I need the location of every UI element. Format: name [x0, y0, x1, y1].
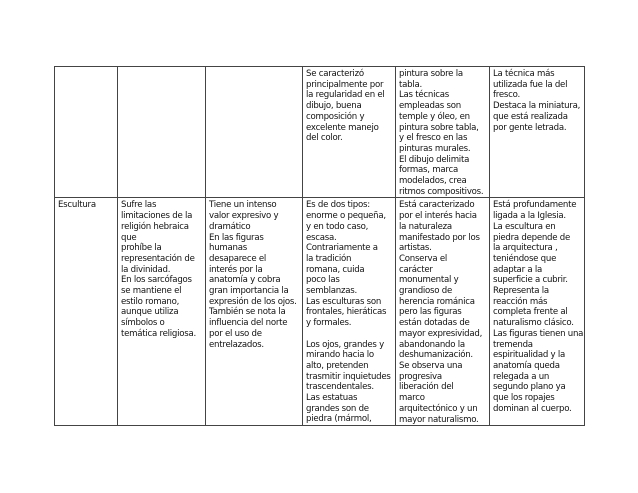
- cell-text-line: por el interés hacia: [399, 211, 477, 222]
- cell-text-line: del color.: [306, 133, 343, 144]
- cell-text-line: Es de dos tipos:: [306, 200, 370, 211]
- cell-text-line: pintura sobre tabla,: [399, 122, 479, 133]
- cell-text-line: enorme o pequeña,: [306, 211, 386, 222]
- cell-text-line: trascendentales.: [306, 382, 374, 393]
- cell-text-line: limitaciones de la: [121, 211, 193, 222]
- cell-text-line: y el fresco en las: [399, 133, 468, 144]
- cell-text-line: interés por la: [209, 264, 263, 275]
- cell-text-line: Contrariamente a: [306, 243, 378, 254]
- cell-text-line: mayor naturalismo.: [399, 414, 479, 425]
- cell-text-line: valor expresivo y: [209, 211, 279, 222]
- cell-text-line: ligada a la Iglesia.: [493, 211, 566, 222]
- cell-text-line: Las técnicas: [399, 90, 449, 101]
- cell-text-line: grandes son de: [306, 403, 369, 414]
- cell-text-line: marco: [399, 393, 425, 404]
- table-cell: [490, 198, 585, 426]
- cell-text-line: y formales.: [306, 318, 352, 329]
- cell-text-line: utilizada fue la del: [493, 79, 568, 90]
- cell-text-line: humanas: [209, 243, 247, 254]
- cell-text-line: abandonando la: [399, 339, 465, 350]
- cell-text-line: influencia del norte: [209, 318, 288, 329]
- cell-text-line: piedra (mármol,: [306, 414, 372, 425]
- cell-text-line: manifestado por los: [399, 232, 480, 243]
- cell-text-line: están dotadas de: [399, 318, 470, 329]
- cell-text-line: tremenda: [493, 339, 533, 350]
- cell-text-line: progresiva: [399, 371, 442, 382]
- table-cell: [490, 67, 585, 198]
- cell-text-line: deshumanización.: [399, 350, 473, 361]
- cell-text-line: Las figuras tienen una: [493, 328, 584, 339]
- cell-text-line: y en todo caso,: [306, 221, 369, 232]
- cell-text-line: la regularidad en el: [306, 90, 385, 101]
- cell-text-line: prohíbe la: [121, 243, 162, 254]
- cell-text-line: composición y: [306, 111, 365, 122]
- cell-text-line: fresco.: [493, 90, 520, 101]
- cell-text-line: aunque utiliza: [121, 307, 179, 318]
- table-cell: [303, 198, 396, 426]
- cell-text-line: reacción más: [493, 296, 548, 307]
- cell-text-line: mirando hacia lo: [306, 350, 374, 361]
- cell-text-line: espiritualidad y la: [493, 350, 566, 361]
- cell-text-line: artistas.: [399, 243, 432, 254]
- cell-text-line: religión hebraica: [121, 221, 189, 232]
- cell-text-line: arquitectónico y un: [399, 403, 478, 414]
- cell-text-line: Los ojos, grandes y: [306, 339, 384, 350]
- cell-text-line: la naturaleza: [399, 221, 452, 232]
- cell-text-line: Tiene un intenso: [209, 200, 277, 211]
- cell-text-line: expresión de los ojos.: [209, 296, 297, 307]
- cell-text-line: monumental y: [399, 275, 459, 286]
- cell-text-line: Conserva el: [399, 253, 448, 264]
- cell-text-line: mayor expresividad,: [399, 328, 483, 339]
- cell-text-line: tabla.: [399, 79, 422, 90]
- cell-text-line: pero las figuras: [399, 307, 462, 318]
- cell-text-line: carácter: [399, 264, 433, 275]
- cell-text-line: frontales, hieráticas: [306, 307, 387, 318]
- cell-text-line: ritmos compositivos.: [399, 186, 484, 197]
- cell-text-line: herencia románica: [399, 296, 475, 307]
- cell-text-line: excelente manejo: [306, 122, 379, 133]
- cell-text-line: teniéndose que: [493, 253, 557, 264]
- cell-text-line: Destaca la miniatura,: [493, 101, 581, 112]
- cell-text-line: En los sarcófagos: [121, 275, 192, 286]
- cell-text-line: Las estatuas: [306, 393, 358, 404]
- cell-text-line: completa frente al: [493, 307, 568, 318]
- cell-text-line: naturalismo clásico.: [493, 318, 574, 329]
- cell-text-line: modelados, crea: [399, 176, 467, 187]
- cell-text-line: gran importancia la: [209, 286, 289, 297]
- table-row-pintura-continued: [55, 67, 585, 198]
- table-cell: [206, 67, 303, 198]
- cell-text-line: Sufre las: [121, 200, 157, 211]
- table-cell: [118, 67, 206, 198]
- comparison-table: [54, 66, 585, 426]
- cell-text-line: liberación del: [399, 382, 454, 393]
- cell-text-line: estilo romano,: [121, 296, 180, 307]
- cell-text-line: dominan al cuerpo.: [493, 403, 572, 414]
- cell-text-line: relegada a un: [493, 371, 550, 382]
- table-cell: [303, 67, 396, 198]
- table-cell: [118, 198, 206, 426]
- paragraph-gap: [306, 329, 392, 340]
- table-cell: [396, 198, 490, 426]
- cell-text-line: empleadas son: [399, 101, 461, 112]
- cell-text-line: trasmitir inquietudes: [306, 371, 391, 382]
- cell-text-line: alto, pretenden: [306, 360, 369, 371]
- cell-text-line: adaptar a la: [493, 264, 542, 275]
- cell-text-line: segundo plano ya: [493, 382, 566, 393]
- cell-text-line: se mantiene el: [121, 286, 182, 297]
- cell-text-line: principalmente por: [306, 79, 384, 90]
- cell-text-line: Está caracterizado: [399, 200, 475, 211]
- cell-text-line: temática religiosa.: [121, 328, 197, 339]
- cell-text-line: anatomía y cobra: [209, 275, 281, 286]
- cell-text-line: escasa.: [306, 232, 337, 243]
- cell-text-line: Se observa una: [399, 360, 463, 371]
- cell-text-line: anatomía queda: [493, 360, 560, 371]
- table-cell: [55, 67, 118, 198]
- cell-text-line: por gente letrada.: [493, 122, 567, 133]
- cell-text-line: romana, cuida: [306, 264, 365, 275]
- cell-text-line: dibujo, buena: [306, 101, 362, 112]
- cell-text-line: poco las: [306, 275, 340, 286]
- cell-text-line: pinturas murales.: [399, 143, 471, 154]
- cell-text-line: grandioso de: [399, 286, 453, 297]
- cell-text-line: temple y óleo, en: [399, 111, 470, 122]
- cell-text-line: que: [121, 232, 137, 243]
- cell-text-line: También se nota la: [209, 307, 286, 318]
- cell-text-line: pintura sobre la: [399, 69, 463, 79]
- row-heading-cell: [55, 198, 118, 426]
- cell-text-line: superficie a cubrir.: [493, 275, 568, 286]
- cell-text-line: piedra depende de: [493, 232, 571, 243]
- cell-text-line: El dibujo delimita: [399, 154, 470, 165]
- cell-text-line: Las esculturas son: [306, 296, 382, 307]
- table-row-escultura: [55, 198, 585, 426]
- table-cell: [396, 67, 490, 198]
- cell-text-line: la divinidad.: [121, 264, 171, 275]
- cell-text-line: que está realizada: [493, 111, 568, 122]
- cell-text-line: La técnica más: [493, 69, 555, 79]
- cell-text-line: dramático: [209, 221, 251, 232]
- cell-text-line: que los ropajes: [493, 393, 555, 404]
- cell-text-line: Se caracterizó: [306, 69, 364, 79]
- cell-text-line: formas, marca: [399, 165, 458, 176]
- cell-text-line: Escultura: [58, 200, 96, 211]
- cell-text-line: Está profundamente: [493, 200, 577, 211]
- cell-text-line: símbolos o: [121, 318, 165, 329]
- cell-text-line: por el uso de: [209, 328, 262, 339]
- cell-text-line: representación de: [121, 253, 195, 264]
- table-cell: [206, 198, 303, 426]
- cell-text-line: la arquitectura ,: [493, 243, 558, 254]
- cell-text-line: desaparece el: [209, 253, 267, 264]
- cell-text-line: En las figuras: [209, 232, 264, 243]
- cell-text-line: semblanzas.: [306, 286, 357, 297]
- cell-text-line: La escultura en: [493, 221, 556, 232]
- cell-text-line: Representa la: [493, 286, 549, 297]
- cell-text-line: entrelazados.: [209, 339, 264, 350]
- cell-text-line: la tradición: [306, 253, 352, 264]
